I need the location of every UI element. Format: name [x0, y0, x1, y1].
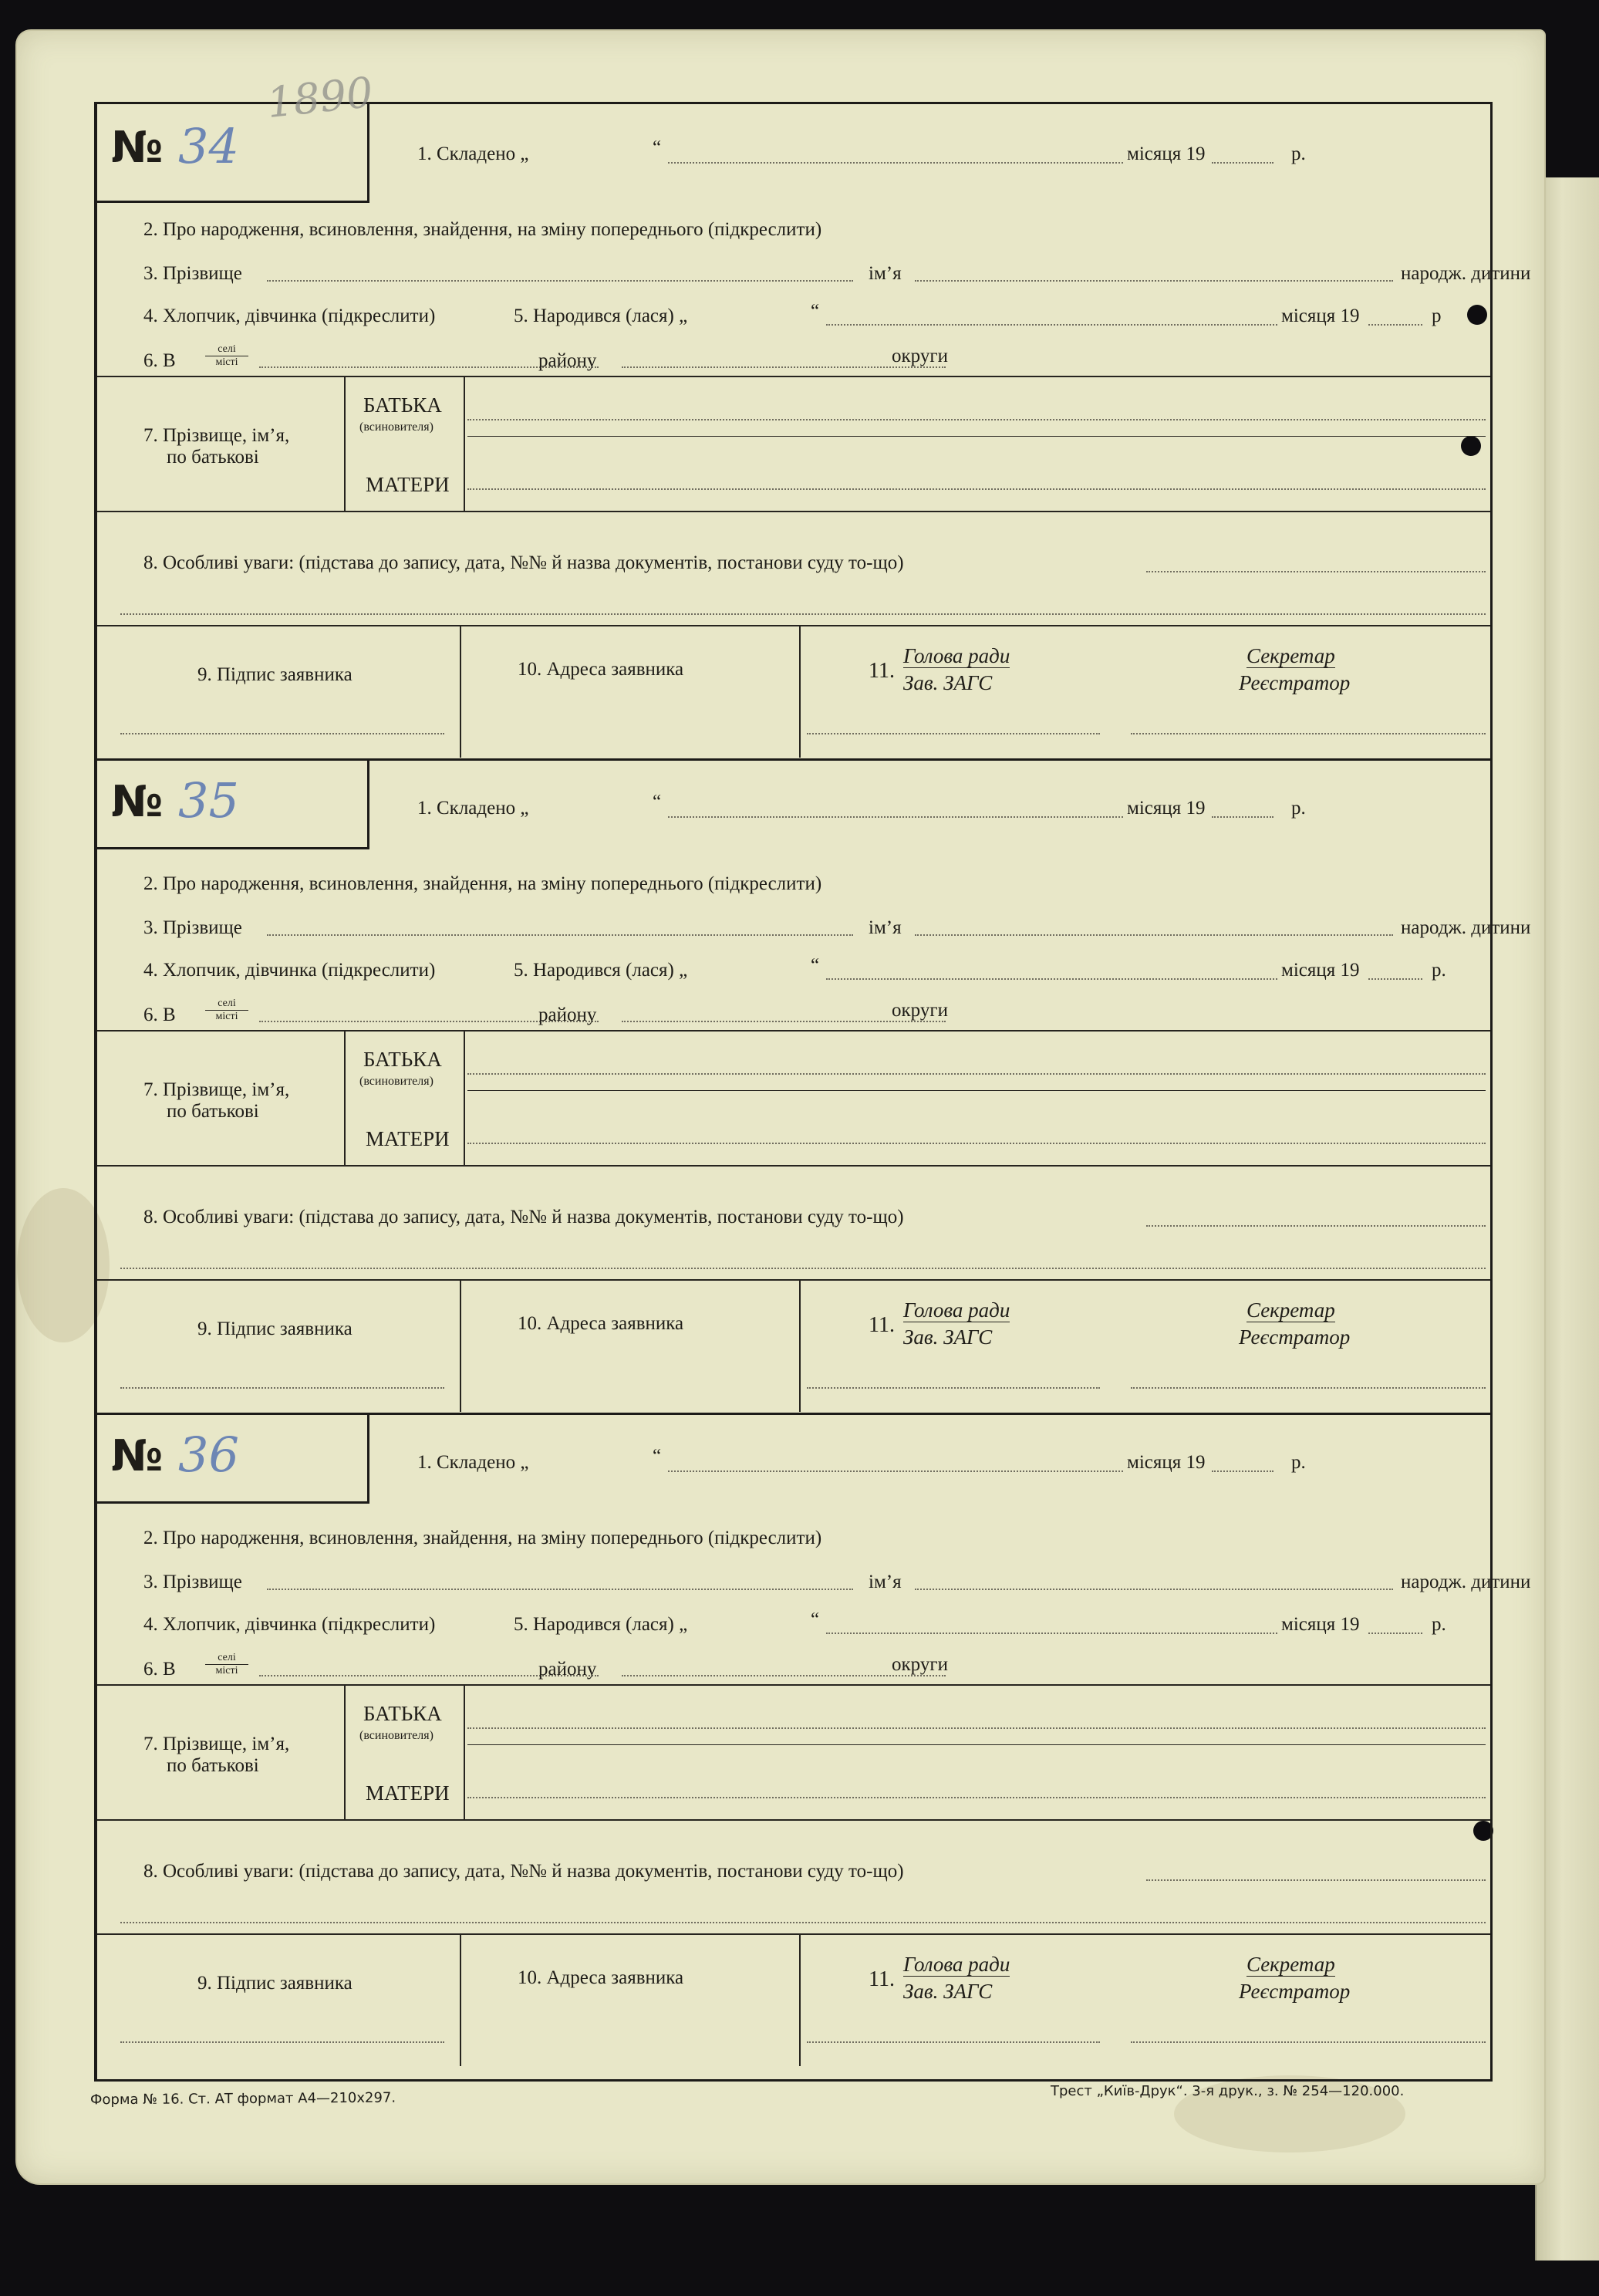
birth-month-label: місяця 19 — [1281, 306, 1360, 326]
officials-section-label: 11. — [869, 1313, 895, 1337]
divider — [97, 511, 1490, 512]
gender-label: 4. Хлопчик, дівчинка (підкреслити) — [143, 1614, 436, 1635]
record-number-box — [97, 67, 376, 203]
applicant-address-label: 10. Адреса заявника — [518, 1313, 684, 1334]
composed-date-field[interactable] — [668, 162, 1123, 164]
surname-field[interactable] — [267, 1589, 853, 1590]
divider — [97, 1030, 1490, 1032]
handwritten-record-number: 34 — [178, 118, 239, 174]
council-head-label: Голова ради — [903, 1953, 1010, 1976]
divider — [460, 1933, 461, 2066]
born-quote: “ — [811, 1609, 820, 1630]
composed-year-suffix: р. — [1291, 1452, 1306, 1473]
notes-label: 8. Особливі уваги: (підстава до запису, дата, №№ й назва документів, постанови суду то-що) — [143, 1861, 904, 1882]
composed-month-label: місяця 19 — [1127, 1452, 1206, 1473]
divider — [344, 1684, 346, 1819]
born-quote: “ — [811, 301, 820, 322]
officials-section-label: 11. — [869, 1967, 895, 1991]
composed-quote: “ — [653, 137, 662, 158]
divider — [464, 376, 465, 511]
council-head-label: Голова ради — [903, 644, 1010, 667]
composed-date-field[interactable] — [668, 816, 1123, 818]
town-option: місті — [215, 1011, 238, 1022]
document-sheet — [17, 31, 1544, 2183]
divider — [799, 1279, 801, 1412]
divider — [97, 625, 1490, 626]
village-town-choice — [205, 343, 248, 369]
notes-field[interactable] — [1146, 1225, 1486, 1227]
father-field[interactable] — [467, 419, 1486, 420]
zags-head-label: Зав. ЗАГС — [903, 1325, 993, 1349]
child-label: народж. дитини — [1401, 263, 1531, 284]
notes-field[interactable] — [1146, 571, 1486, 572]
divider — [97, 376, 1490, 377]
father-sub-label: (всиновителя) — [359, 1075, 433, 1088]
father-field[interactable] — [467, 1073, 1486, 1075]
divider — [467, 1744, 1486, 1745]
birth-year-field[interactable] — [1368, 324, 1422, 326]
record-36 — [97, 1413, 1531, 2077]
divider — [799, 625, 801, 758]
composed-quote: “ — [653, 792, 662, 812]
registrar-label: Реєстратор — [1239, 1980, 1351, 2003]
divider — [467, 436, 1486, 437]
village-option: селі — [205, 343, 248, 356]
notes-label: 8. Особливі уваги: (підстава до запису, дата, №№ й назва документів, постанови суду то-що) — [143, 1207, 904, 1227]
mother-field[interactable] — [467, 488, 1486, 490]
region-label: округи — [892, 1000, 948, 1021]
notes-field-line2[interactable] — [120, 613, 1486, 615]
applicant-address-label: 10. Адреса заявника — [518, 1967, 684, 1988]
record-number-box — [97, 758, 369, 849]
head-signature-field[interactable] — [807, 1387, 1100, 1389]
father-field[interactable] — [467, 1727, 1486, 1729]
number-sign: № — [111, 777, 164, 827]
event-type-label: 2. Про народження, всиновлення, знайдення, на зміну попереднього (підкреслити) — [143, 219, 822, 240]
divider — [97, 1165, 1490, 1167]
gender-label: 4. Хлопчик, дівчинка (підкреслити) — [143, 306, 436, 326]
father-label: БАТЬКА — [363, 1702, 442, 1725]
born-label: 5. Народився (лася) „ — [514, 306, 688, 326]
birth-date-field[interactable] — [826, 978, 1277, 980]
applicant-signature-label: 9. Підпис заявника — [197, 1973, 353, 1994]
record-35 — [97, 758, 1531, 1415]
birth-date-field[interactable] — [826, 1633, 1277, 1634]
mother-field[interactable] — [467, 1143, 1486, 1144]
district-label: району — [538, 350, 597, 371]
divider — [97, 1933, 1490, 1935]
secretary-signature-field[interactable] — [1131, 2041, 1486, 2043]
composed-month-label: місяця 19 — [1127, 798, 1206, 819]
parents-label-line2: по батькові — [167, 1755, 259, 1776]
divider — [464, 1684, 465, 1819]
first-name-field[interactable] — [915, 934, 1393, 936]
handwritten-record-number: 35 — [178, 772, 239, 829]
applicant-signature-field[interactable] — [120, 2041, 444, 2043]
composed-label: 1. Складено „ — [417, 144, 529, 164]
parents-label-line1: 7. Прізвище, ім’я, — [143, 1079, 290, 1100]
father-label: БАТЬКА — [363, 1048, 442, 1071]
divider — [97, 1279, 1490, 1281]
mother-label: МАТЕРИ — [366, 1127, 450, 1150]
applicant-signature-label: 9. Підпис заявника — [197, 1319, 353, 1339]
number-sign: № — [111, 123, 164, 173]
birth-month-label: місяця 19 — [1281, 960, 1360, 981]
zags-head-label: Зав. ЗАГС — [903, 671, 993, 694]
secretary-label: Секретар — [1246, 644, 1335, 667]
officials-section-label: 11. — [869, 659, 895, 683]
first-name-label: ім’я — [869, 263, 902, 284]
composed-year-field[interactable] — [1212, 816, 1273, 818]
first-name-field[interactable] — [915, 1589, 1393, 1590]
composed-year-field[interactable] — [1212, 1470, 1273, 1472]
parents-label-line1: 7. Прізвище, ім’я, — [143, 425, 290, 446]
event-type-label: 2. Про народження, всиновлення, знайдення, на зміну попереднього (підкреслити) — [143, 873, 822, 894]
place-label: 6. В — [143, 1004, 176, 1025]
divider — [460, 1279, 461, 1412]
secretary-signature-field[interactable] — [1131, 1387, 1486, 1389]
divider — [467, 1090, 1486, 1091]
child-label: народж. дитини — [1401, 1572, 1531, 1592]
number-sign: № — [111, 1431, 164, 1481]
village-option: селі — [205, 998, 248, 1011]
place-label: 6. В — [143, 350, 176, 371]
mother-label: МАТЕРИ — [366, 1781, 450, 1805]
born-quote: “ — [811, 955, 820, 976]
notes-field-line2[interactable] — [120, 1268, 1486, 1269]
form-frame — [94, 67, 1531, 2082]
region-label: округи — [892, 346, 948, 366]
village-town-choice — [205, 998, 248, 1023]
composed-year-suffix: р. — [1291, 144, 1306, 164]
surname-field[interactable] — [267, 934, 853, 936]
head-signature-field[interactable] — [807, 733, 1100, 734]
born-label: 5. Народився (лася) „ — [514, 960, 688, 981]
birth-year-suffix: р. — [1432, 960, 1446, 981]
parents-label-line1: 7. Прізвище, ім’я, — [143, 1734, 290, 1754]
composed-month-label: місяця 19 — [1127, 144, 1206, 164]
town-option: місті — [215, 1665, 238, 1676]
surname-field[interactable] — [267, 280, 853, 282]
place-label: 6. В — [143, 1659, 176, 1680]
divider — [799, 1933, 801, 2066]
parents-label-line2: по батькові — [167, 1101, 259, 1122]
composed-label: 1. Складено „ — [417, 1452, 529, 1473]
birth-date-field[interactable] — [826, 324, 1277, 326]
divider — [97, 1819, 1490, 1821]
surname-label: 3. Прізвище — [143, 263, 242, 284]
birth-year-suffix: р — [1432, 306, 1442, 326]
notes-field-line2[interactable] — [120, 1922, 1486, 1923]
composed-year-field[interactable] — [1212, 162, 1273, 164]
birth-year-field[interactable] — [1368, 1633, 1422, 1634]
applicant-signature-label: 9. Підпис заявника — [197, 664, 353, 685]
composed-quote: “ — [653, 1446, 662, 1467]
child-label: народж. дитини — [1401, 917, 1531, 938]
composed-year-suffix: р. — [1291, 798, 1306, 819]
parents-label-line2: по батькові — [167, 447, 259, 468]
divider — [460, 625, 461, 758]
father-sub-label: (всиновителя) — [359, 1729, 433, 1742]
composed-date-field[interactable] — [668, 1470, 1123, 1472]
record-number-box — [97, 1413, 369, 1504]
head-signature-field[interactable] — [807, 2041, 1100, 2043]
birth-year-suffix: р. — [1432, 1614, 1446, 1635]
mother-label: МАТЕРИ — [366, 473, 450, 496]
registrar-label: Реєстратор — [1239, 1325, 1351, 1349]
gender-label: 4. Хлопчик, дівчинка (підкреслити) — [143, 960, 436, 981]
handwritten-pencil-number: 1890 — [265, 67, 376, 128]
birth-year-field[interactable] — [1368, 978, 1422, 980]
surname-label: 3. Прізвище — [143, 1572, 242, 1592]
notes-label: 8. Особливі уваги: (підстава до запису, дата, №№ й назва документів, постанови суду то-що) — [143, 552, 904, 573]
record-34 — [97, 67, 1531, 761]
event-type-label: 2. Про народження, всиновлення, знайдення, на зміну попереднього (підкреслити) — [143, 1528, 822, 1548]
zags-head-label: Зав. ЗАГС — [903, 1980, 993, 2003]
surname-label: 3. Прізвище — [143, 917, 242, 938]
divider — [464, 1030, 465, 1165]
applicant-signature-field[interactable] — [120, 1387, 444, 1389]
district-label: району — [538, 1004, 597, 1025]
divider — [97, 1684, 1490, 1686]
birth-month-label: місяця 19 — [1281, 1614, 1360, 1635]
notes-field[interactable] — [1146, 1879, 1486, 1881]
district-label: району — [538, 1659, 597, 1680]
applicant-signature-field[interactable] — [120, 733, 444, 734]
father-label: БАТЬКА — [363, 393, 442, 417]
first-name-field[interactable] — [915, 280, 1393, 282]
footer-printer-info: Трест „Київ-Друк“. 3-я друк., з. № 254—120.000. — [1051, 2083, 1405, 2099]
first-name-label: ім’я — [869, 1572, 902, 1592]
divider — [344, 1030, 346, 1165]
first-name-label: ім’я — [869, 917, 902, 938]
registrar-label: Реєстратор — [1239, 671, 1351, 694]
adjacent-page-edge — [1535, 177, 1599, 2261]
region-label: округи — [892, 1654, 948, 1675]
father-sub-label: (всиновителя) — [359, 420, 433, 434]
footer-form-info: Форма № 16. Ст. АТ формат А4—210х297. — [89, 2089, 396, 2109]
village-option: селі — [205, 1652, 248, 1665]
council-head-label: Голова ради — [903, 1298, 1010, 1322]
secretary-label: Секретар — [1246, 1953, 1335, 1976]
mother-field[interactable] — [467, 1797, 1486, 1798]
applicant-address-label: 10. Адреса заявника — [518, 659, 684, 680]
town-option: місті — [215, 356, 238, 368]
divider — [344, 376, 346, 511]
handwritten-record-number: 36 — [178, 1427, 239, 1483]
composed-label: 1. Складено „ — [417, 798, 529, 819]
secretary-label: Секретар — [1246, 1298, 1335, 1322]
born-label: 5. Народився (лася) „ — [514, 1614, 688, 1635]
secretary-signature-field[interactable] — [1131, 733, 1486, 734]
village-town-choice — [205, 1652, 248, 1677]
